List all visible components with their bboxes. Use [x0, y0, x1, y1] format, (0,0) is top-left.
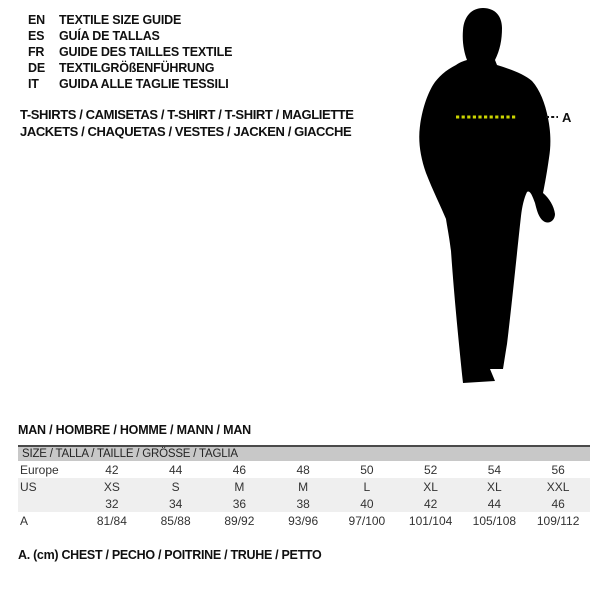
- table-cell: 89/92: [224, 513, 255, 528]
- man-silhouette: [419, 8, 555, 383]
- table-cell: 44: [168, 462, 183, 477]
- table-cell: 32: [105, 496, 119, 511]
- table-cell: 52: [423, 462, 438, 477]
- table-cell: 81/84: [96, 513, 127, 528]
- table-cell: 85/88: [160, 513, 191, 528]
- language-code: FR: [28, 45, 45, 59]
- language-code: ES: [28, 29, 45, 43]
- table-cell: 42: [105, 462, 119, 477]
- language-code: IT: [28, 77, 39, 91]
- table-cell: 97/100: [348, 513, 386, 528]
- table-cell: 36: [232, 496, 247, 511]
- language-row-en: [28, 12, 232, 28]
- category-tshirts: T-SHIRTS / CAMISETAS / T-SHIRT / T-SHIRT / MAGLIETTE: [20, 107, 354, 122]
- table-cell: XL: [487, 479, 502, 494]
- table-cell: 93/96: [288, 513, 319, 528]
- table-cell: XXL: [546, 479, 570, 494]
- table-cell: 101/104: [408, 513, 453, 528]
- row-label: US: [20, 479, 37, 494]
- table-cell: 46: [551, 496, 565, 511]
- row-label: Europe: [20, 462, 59, 477]
- language-code: DE: [28, 61, 45, 75]
- man-silhouette-graphic: [400, 0, 600, 400]
- table-cell: 46: [232, 462, 247, 477]
- language-list: [28, 12, 232, 92]
- table-cell: XL: [423, 479, 438, 494]
- language-label: GUÍA DE TALLAS: [59, 29, 160, 43]
- measure-label-a: A: [562, 110, 572, 125]
- size-table-header-label: SIZE / TALLA / TAILLE / GRÖSSE / TAGLIA: [22, 448, 238, 460]
- table-cell: L: [363, 479, 371, 494]
- table-cell: S: [171, 479, 180, 494]
- language-label: GUIDE DES TAILLES TEXTILE: [59, 45, 233, 59]
- table-cell: 44: [487, 496, 502, 511]
- table-cell: XS: [103, 479, 120, 494]
- language-label: GUIDA ALLE TAGLIE TESSILI: [59, 77, 229, 91]
- table-cell: 50: [360, 462, 374, 477]
- language-row-es: [28, 28, 232, 44]
- measurement-footnote: A. (cm) CHEST / PECHO / POITRINE / TRUHE / PETTO: [18, 548, 322, 562]
- section-title-man: MAN / HOMBRE / HOMME / MANN / MAN: [18, 423, 251, 437]
- table-cell: 38: [296, 496, 310, 511]
- category-jackets: JACKETS / CHAQUETAS / VESTES / JACKEN / GIACCHE: [20, 124, 352, 139]
- language-label: TEXTILE SIZE GUIDE: [59, 13, 182, 27]
- language-row-de: [28, 60, 232, 76]
- table-cell: 34: [168, 496, 183, 511]
- man-figure: [400, 0, 600, 400]
- table-cell: 54: [487, 462, 502, 477]
- table-cell: 48: [296, 462, 310, 477]
- garment-categories: [20, 106, 354, 140]
- table-cell: 42: [423, 496, 438, 511]
- language-row-fr: [28, 44, 232, 60]
- size-table-header: [18, 445, 590, 461]
- table-cell: M: [234, 479, 245, 494]
- language-row-it: [28, 76, 232, 92]
- table-cell: 105/108: [472, 513, 517, 528]
- table-row-us-numeric: [18, 495, 590, 512]
- table-cell: 56: [551, 462, 565, 477]
- row-label: A: [20, 513, 29, 528]
- table-cell: 109/112: [536, 513, 580, 528]
- language-label: TEXTILGRÖßENFÜHRUNG: [59, 61, 215, 75]
- table-cell: 40: [360, 496, 374, 511]
- language-code: EN: [28, 13, 45, 27]
- table-row-chest-a: [18, 512, 590, 529]
- table-row-europe: [18, 461, 590, 478]
- size-table: [18, 445, 590, 529]
- table-cell: M: [298, 479, 309, 494]
- table-row-us: [18, 478, 590, 495]
